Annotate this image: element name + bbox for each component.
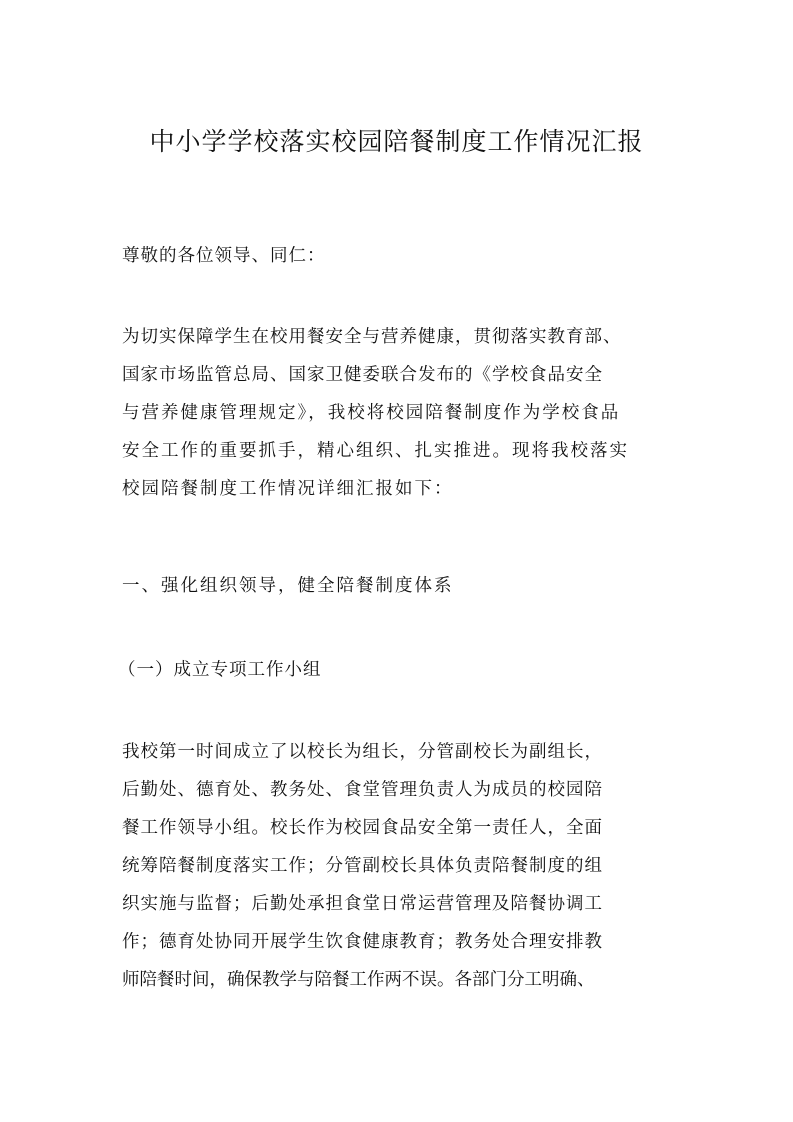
body-line: 作；德育处协同开展学生饮食健康教育；教务处合理安排教 [122,932,603,952]
body-line: 织实施与监督；后勤处承担食堂日常运营管理及陪餐协调工 [122,894,603,914]
body-line: 后勤处、德育处、教务处、食堂管理负责人为成员的校园陪 [122,780,603,800]
intro-line: 国家市场监管总局、国家卫健委联合发布的《学校食品安全 [122,365,603,385]
body-paragraph [122,733,692,999]
intro-line: 为切实保障学生在校用餐安全与营养健康，贯彻落实教育部、 [122,327,622,347]
section-heading: 一、强化组织领导，健全陪餐制度体系 [122,576,454,596]
body-line: 我校第一时间成立了以校长为组长，分管副校长为副组长， [122,742,603,762]
body-line: 餐工作领导小组。校长作为校园食品安全第一责任人，全面 [122,818,603,838]
intro-line: 校园陪餐制度工作情况详细汇报如下： [122,479,454,499]
intro-line: 与营养健康管理规定》，我校将校园陪餐制度作为学校食品 [122,403,621,423]
body-line: 统筹陪餐制度落实工作；分管副校长具体负责陪餐制度的组 [122,856,603,876]
intro-paragraph [122,318,692,508]
greeting-text: 尊敬的各位领导、同仁： [122,246,326,266]
document-title: 中小学学校落实校园陪餐制度工作情况汇报 [149,127,644,156]
intro-line: 安全工作的重要抓手，精心组织、扎实推进。现将我校落实 [122,441,629,461]
subsection-heading: （一）成立专项工作小组 [118,660,322,680]
body-line: 师陪餐时间，确保教学与陪餐工作两不误。各部门分工明确、 [122,970,595,990]
